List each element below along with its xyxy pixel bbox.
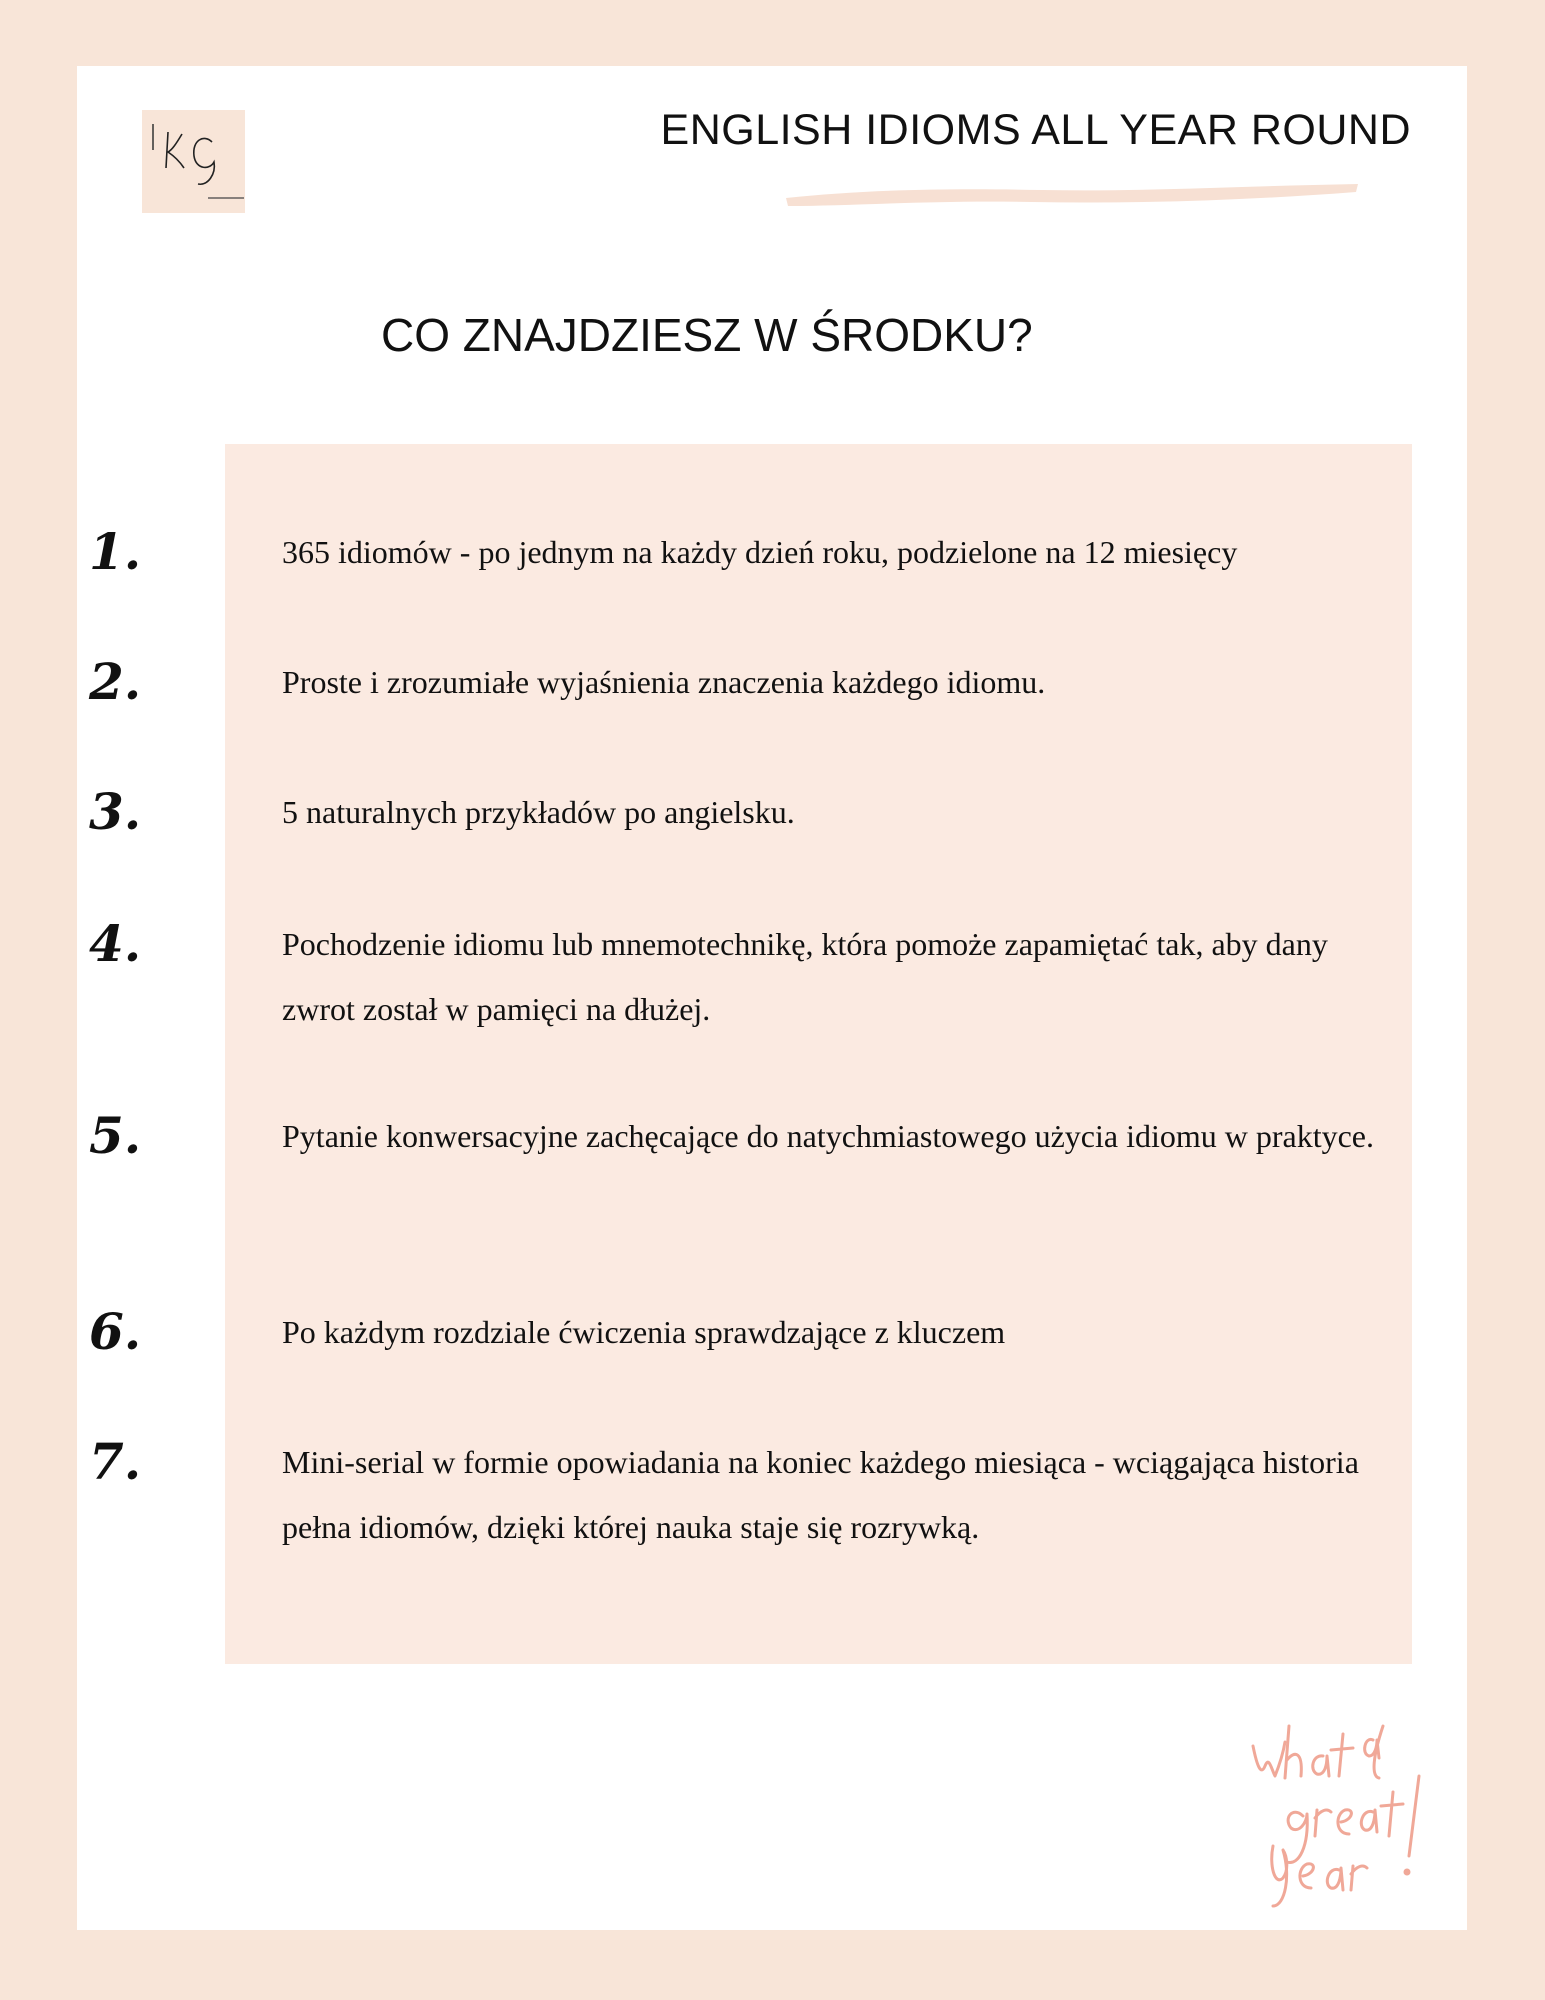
feature-number: 2.: [89, 652, 142, 711]
feature-text: 5 naturalnych przykładów po angielsku.: [282, 794, 795, 830]
feature-number: 1.: [89, 522, 142, 581]
feature-number: 4.: [89, 914, 142, 973]
feature-number: 7.: [89, 1432, 142, 1491]
feature-text: Pytanie konwersacyjne zachęcające do natychmiastowego użycia idiomu w praktyce.: [282, 1118, 1374, 1154]
feature-text: 365 idiomów - po jednym na każdy dzień roku, podzielone na 12 miesięcy: [282, 534, 1238, 570]
feature-number: 3.: [89, 782, 142, 841]
feature-text: Pochodzenie idiomu lub mnemotechnikę, która pomoże zapamiętać tak, aby dany zwrot został w pamięci na dłużej.: [282, 926, 1328, 1027]
features-panel: [89, 444, 1412, 1664]
feature-text: Proste i zrozumiałe wyjaśnienia znaczenia każdego idiomu.: [282, 664, 1046, 700]
section-title: CO ZNAJDZIESZ W ŚRODKU?: [381, 309, 1033, 361]
feature-text: Po każdym rozdziale ćwiczenia sprawdzające z kluczem: [282, 1314, 1006, 1350]
page: [77, 66, 1467, 1930]
header-title: ENGLISH IDIOMS ALL YEAR ROUND: [660, 106, 1411, 154]
feature-text: Mini-serial w formie opowiadania na koniec każdego miesiąca - wciągająca historia pełna idiomów, dzięki której nauka staje się rozrywką.: [282, 1444, 1359, 1545]
logo-signature-icon: [142, 110, 245, 213]
feature-number: 5.: [89, 1106, 142, 1165]
what-a-great-year-stamp: [1243, 1706, 1453, 1916]
brush-stroke-decoration: [782, 178, 1362, 212]
logo: [142, 110, 245, 213]
feature-number: 6.: [89, 1302, 142, 1361]
